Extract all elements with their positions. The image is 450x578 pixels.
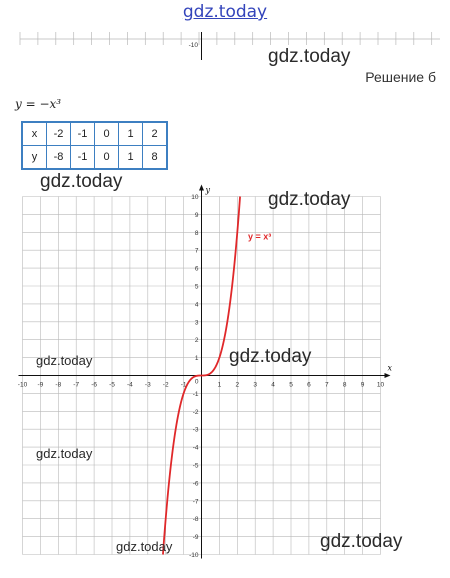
y-tick-label: 7 [194,247,199,255]
y-tick-label: -5 [192,462,199,470]
formula: y = −x³ [15,97,62,111]
x-tick-label: 5 [289,381,293,389]
y-tick-label: -8 [192,516,199,524]
y-tick-label: -7 [192,498,199,506]
y-tick-label: 9 [194,211,199,219]
y-tick-label: 3 [194,319,199,327]
table-header-cell: y [22,146,47,170]
solution-label: Решение б [365,69,436,85]
x-tick-label: -6 [91,381,97,389]
y-tick-label: -3 [192,426,199,434]
table-cell: 0 [95,122,119,146]
x-tick-label: 8 [342,381,347,389]
table-cell: -1 [71,122,95,146]
x-tick-label: 6 [307,381,311,389]
site-title[interactable]: gdz.today [182,2,268,22]
x-tick-label: 4 [271,381,275,389]
table-cell: 8 [143,146,168,170]
origin-label: 0 [194,378,199,386]
x-tick-label: -1 [180,381,187,389]
y-tick-label: 2 [194,337,199,345]
table-row-x [22,122,167,146]
y-axis-label: y [205,185,211,195]
table-cell: 1 [119,146,143,170]
value-table [21,121,168,170]
y-tick-label: -1 [192,390,199,398]
x-tick-label: 7 [324,381,329,389]
y-tick-label: -2 [192,408,199,416]
top-grid-fragment [20,32,440,60]
y-tick-label: -4 [192,444,199,452]
y-tick-label: 4 [194,301,199,309]
x-tick-label: 1 [217,381,222,389]
table-header-cell: x [22,122,47,146]
watermark: gdz.today [40,171,123,192]
x-axis-arrow [385,373,391,378]
watermark: gdz.today [268,46,351,67]
x-tick-label: -4 [127,381,133,389]
y-tick-label: 10 [191,194,199,201]
table-cell: 1 [119,122,143,146]
x-tick-label: 2 [235,381,240,389]
x-tick-label: -2 [162,381,169,389]
y-tick-label: 1 [194,355,199,363]
watermark: gdz.today [320,531,403,552]
x-tick-label: -3 [144,381,151,389]
table-cell: 2 [143,122,168,146]
x-tick-label: -9 [37,381,44,389]
tick-label: -10 [188,42,198,49]
watermark: gdz.today [116,539,173,554]
watermark: gdz.today [229,346,312,367]
graph-axes [19,185,393,559]
table-cell: -2 [47,122,71,146]
x-tick-label: 9 [360,381,365,389]
table-cell: -8 [47,146,71,170]
y-tick-label: 8 [194,229,199,237]
watermark: gdz.today [36,446,93,461]
y-tick-label: 5 [194,283,199,291]
table-cell: -1 [71,146,95,170]
y-tick-label: -9 [192,534,199,542]
curve-label: y = x³ [248,231,272,242]
x-tick-label: -8 [55,381,62,389]
x-tick-label: 3 [253,381,258,389]
watermark: gdz.today [268,189,351,210]
watermark: gdz.today [36,353,93,368]
x-tick-label: -7 [73,381,80,389]
x-axis-label: x [387,363,393,373]
table-cell: 0 [95,146,119,170]
table-row-y [22,146,167,170]
y-tick-label: 6 [194,265,199,273]
x-tick-label: -10 [17,381,28,389]
y-axis-arrow [199,185,204,191]
y-tick-label: -10 [189,552,199,559]
x-tick-label: -5 [109,381,115,389]
x-tick-label: 10 [376,381,385,389]
y-tick-label: -6 [192,480,199,488]
